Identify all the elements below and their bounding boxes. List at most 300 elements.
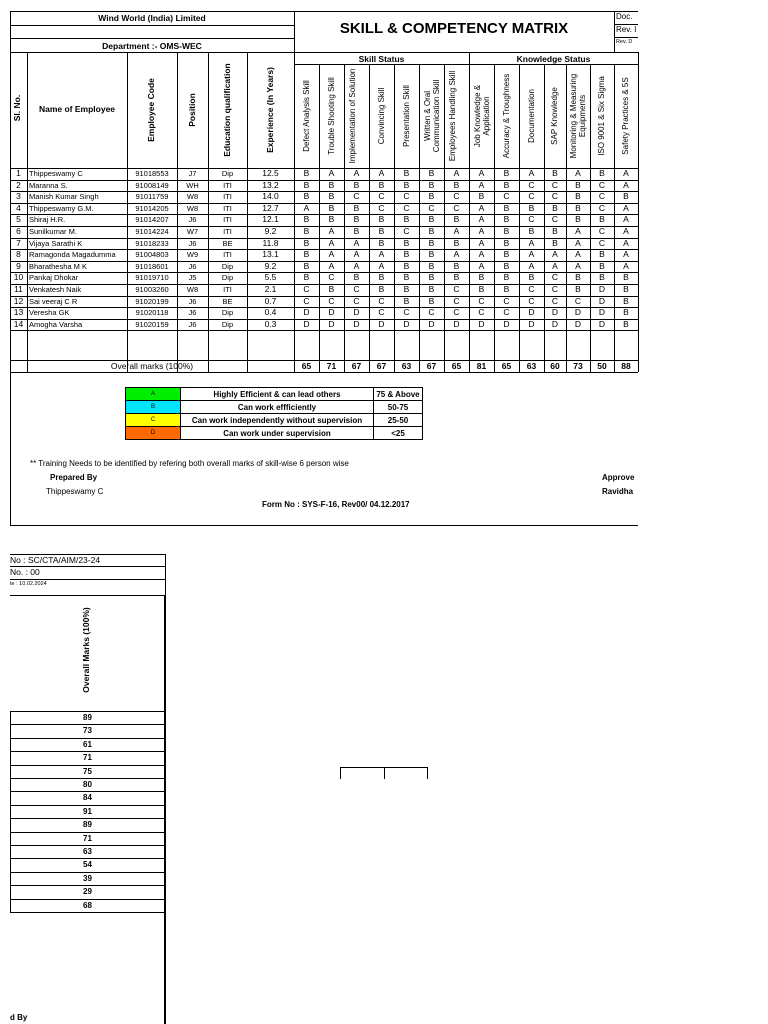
grade-cell: B — [453, 272, 460, 283]
grade-cell: D — [551, 318, 559, 329]
employee-name: Venkatesh Naik — [29, 285, 82, 294]
employee-education: Dip — [221, 319, 234, 329]
grade-cell: A — [378, 168, 385, 178]
grade-cell: A — [353, 237, 360, 248]
grade-cell: B — [378, 214, 385, 225]
sl-no-header: Sl. No. — [12, 94, 22, 122]
grade-cell: A — [623, 226, 629, 236]
grade-cell: C — [528, 191, 535, 202]
grade-cell: D — [353, 318, 360, 329]
legend-row — [126, 427, 423, 440]
grade-legend — [125, 387, 423, 440]
grade-cell: A — [575, 168, 581, 178]
overall-mark-value: 71 — [83, 833, 92, 843]
grade-cell: B — [623, 318, 629, 329]
employee-code: 91014205 — [135, 203, 169, 213]
employee-education: ITI — [223, 250, 232, 260]
criteria-header: Presentation Skill — [401, 85, 411, 147]
grade-cell: D — [598, 295, 606, 306]
grade-cell: C — [453, 202, 460, 213]
grade-cell: C — [303, 284, 310, 294]
overall-mark-value: 54 — [83, 860, 92, 870]
legend-description: Can work under supervision — [181, 427, 374, 440]
prepared-by-label: Prepared By — [50, 473, 98, 482]
grade-cell: B — [428, 260, 435, 271]
employee-name: Sunilkumar M. — [29, 227, 77, 236]
grade-cell: C — [551, 214, 559, 225]
grade-cell: C — [378, 202, 385, 213]
grade-cell: D — [453, 318, 460, 329]
grade-cell: A — [478, 237, 485, 248]
grade-cell: A — [328, 168, 335, 178]
grade-cell: A — [623, 260, 629, 271]
grade-cell: B — [503, 284, 510, 294]
grade-cell: B — [575, 202, 581, 213]
criteria-header: Job Knowledge & Application — [472, 84, 491, 148]
employee-name: Sai veeraj C R — [29, 296, 78, 306]
employee-name: Manish Kumar Singh — [29, 192, 99, 202]
legend-range: 50-75 — [374, 401, 423, 414]
overall-marks-label: Overall marks (100%) — [110, 361, 194, 371]
grade-cell: D — [303, 318, 310, 329]
grade-cell: D — [551, 307, 559, 318]
grade-cell: C — [378, 307, 385, 318]
employee-experience: 12.5 — [262, 168, 279, 178]
grade-cell: C — [598, 191, 606, 202]
grade-cell: A — [623, 249, 629, 260]
grade-cell: B — [378, 272, 385, 283]
grade-cell: D — [574, 318, 582, 329]
overall-mark: 63 — [526, 361, 537, 371]
grade-cell: B — [303, 214, 310, 225]
legend-row — [126, 388, 423, 401]
grade-cell: A — [353, 168, 360, 178]
grade-cell: D — [353, 307, 360, 318]
employee-code: 91014207 — [135, 215, 169, 225]
grade-cell: D — [303, 307, 310, 318]
grade-cell: B — [503, 237, 510, 248]
criteria-header: Documentation — [526, 89, 536, 143]
grade-cell: B — [623, 295, 629, 306]
overall-mark-value: 71 — [83, 753, 92, 763]
criteria-header: Accuracy & Troughness — [501, 73, 511, 159]
grade-cell: A — [378, 249, 385, 260]
grade-cell: B — [353, 226, 360, 236]
approved-by-fragment: d By — [10, 1013, 28, 1022]
grade-cell: B — [428, 179, 435, 190]
employee-code: 91018233 — [135, 238, 169, 248]
employee-position: J6 — [188, 261, 197, 271]
position-header: Position — [186, 93, 197, 127]
grade-cell: B — [403, 168, 410, 178]
grade-cell: B — [575, 284, 581, 294]
grade-cell: D — [528, 307, 535, 318]
grade-cell: D — [328, 318, 335, 329]
grade-cell: C — [598, 202, 606, 213]
overall-mark: 73 — [573, 361, 583, 371]
grade-cell: B — [503, 249, 510, 260]
criteria-header: Trouble Shooting Skill — [326, 77, 336, 155]
grade-cell: B — [478, 272, 485, 283]
overall-mark: 65 — [451, 361, 462, 371]
grade-cell: C — [328, 295, 335, 306]
grade-cell: B — [428, 237, 435, 248]
criteria-header: Defect Analysis Skill — [301, 80, 311, 152]
grade-cell: B — [552, 202, 558, 213]
grade-cell: C — [551, 191, 559, 202]
grade-cell: A — [478, 179, 485, 190]
grade-cell: A — [453, 226, 460, 236]
grade-cell: A — [478, 249, 485, 260]
grade-cell: C — [403, 191, 410, 202]
overall-mark-value: 89 — [83, 820, 92, 830]
employee-experience: 12.7 — [262, 202, 279, 213]
grade-cell: B — [478, 191, 485, 202]
overall-mark: 88 — [621, 361, 631, 371]
employee-position: WH — [186, 180, 199, 190]
row-sl-no: 11 — [14, 284, 23, 294]
grade-cell: B — [453, 260, 460, 271]
grade-cell: A — [575, 226, 581, 236]
employee-code: 91019710 — [135, 273, 169, 283]
grade-cell: D — [598, 284, 606, 294]
grade-cell: B — [428, 284, 435, 294]
department: Department :- OMS-WEC — [102, 41, 202, 51]
grade-cell: B — [378, 284, 385, 294]
overall-mark: 63 — [401, 361, 412, 371]
employee-name: Vijaya Sarathi K — [29, 238, 83, 248]
grade-cell: B — [403, 295, 410, 306]
employee-position: W9 — [186, 250, 199, 260]
grade-cell: B — [353, 272, 360, 283]
employee-position: J6 — [188, 238, 197, 248]
grade-cell: C — [378, 191, 385, 202]
grade-cell: C — [403, 226, 410, 236]
grade-cell: B — [503, 226, 510, 236]
grade-cell: D — [598, 318, 606, 329]
grade-cell: B — [428, 191, 435, 202]
column-divider — [10, 711, 11, 912]
grade-cell: C — [598, 237, 606, 248]
grade-cell: C — [428, 307, 435, 318]
grade-cell: A — [575, 260, 581, 271]
grade-cell: B — [623, 272, 629, 283]
grade-cell: D — [328, 307, 335, 318]
grade-cell: B — [428, 295, 435, 306]
employee-position: J6 — [188, 308, 197, 318]
rev-date: te : 10.02.2024 — [10, 581, 47, 587]
grade-cell: C — [303, 295, 310, 306]
grade-cell: B — [552, 168, 558, 178]
employee-code-header: Employee Code — [146, 78, 156, 142]
employee-education: BE — [222, 238, 233, 248]
rev-number: No. : 00 — [10, 567, 40, 577]
grade-cell: B — [403, 260, 410, 271]
grade-cell: A — [353, 260, 360, 271]
employee-education: ITI — [223, 227, 232, 236]
criteria-header: SAP Knowledge — [550, 87, 559, 145]
overall-mark-value: 39 — [83, 873, 92, 883]
employee-position: W7 — [186, 227, 199, 236]
grade-cell: D — [574, 307, 582, 318]
experience-header: Experience (In Years) — [264, 67, 275, 153]
employee-experience: 13.1 — [262, 249, 279, 260]
grade-cell: C — [378, 295, 385, 306]
grade-cell: C — [478, 307, 485, 318]
overall-mark-value: 61 — [83, 739, 92, 749]
grade-cell: A — [575, 237, 581, 248]
grade-cell: C — [574, 295, 582, 306]
grade-cell: A — [623, 168, 629, 178]
row-sl-no: 3 — [16, 191, 21, 202]
grade-cell: B — [575, 179, 581, 190]
grade-cell: B — [453, 237, 460, 248]
grade-cell: A — [623, 214, 629, 225]
overall-mark: 67 — [426, 361, 437, 371]
criteria-header: Monitoring & Measuring Equipments — [569, 73, 587, 159]
grade-cell: C — [528, 295, 535, 306]
grade-cell: C — [528, 284, 535, 294]
overall-mark-value: 68 — [83, 900, 92, 910]
employee-position: J7 — [188, 169, 197, 178]
grade-cell: B — [303, 249, 310, 260]
criteria-header: Written & Oral Communication Skill — [422, 79, 441, 153]
grade-cell: D — [478, 318, 485, 329]
training-note: ** Training Needs to be identified by refering both overall marks of skill-wise 6 person wise — [30, 459, 349, 468]
grade-cell: A — [353, 249, 360, 260]
employee-code: 91008149 — [135, 180, 169, 190]
overall-marks-header: Overall Marks (100%) — [81, 607, 91, 693]
grade-cell: B — [453, 179, 460, 190]
grade-cell: A — [478, 202, 485, 213]
employee-code: 91011759 — [135, 192, 169, 202]
grade-cell: B — [303, 260, 310, 271]
overall-mark: 60 — [550, 361, 560, 371]
grade-cell: A — [478, 260, 485, 271]
grade-cell: B — [503, 260, 510, 271]
row-sl-no: 4 — [16, 202, 21, 213]
grade-cell: B — [453, 214, 460, 225]
grade-cell: C — [353, 191, 360, 202]
row-sl-no: 13 — [13, 307, 24, 318]
legend-range: <25 — [374, 427, 423, 440]
grade-cell: B — [428, 168, 435, 178]
employee-code: 91018553 — [135, 169, 169, 178]
row-sl-no: 8 — [16, 249, 21, 260]
grade-cell: C — [551, 295, 559, 306]
grade-cell: B — [328, 284, 335, 294]
criteria-header: Employees Handling Skill — [447, 70, 457, 162]
grade-cell: B — [575, 272, 581, 283]
overall-mark: 67 — [376, 361, 387, 371]
grade-cell: C — [328, 272, 335, 283]
grade-cell: C — [453, 191, 460, 202]
employee-name: Shiraj H.R. — [29, 215, 66, 225]
employee-name: Veresha GK — [29, 308, 70, 318]
grade-cell: B — [428, 214, 435, 225]
legend-description: Can work effficiently — [181, 401, 374, 414]
grade-cell: B — [623, 307, 629, 318]
employee-code: 91014224 — [135, 227, 169, 236]
name-header: Name of Employee — [38, 104, 116, 114]
doc-no-label: Doc. — [616, 12, 633, 21]
employee-education: Dip — [221, 261, 234, 271]
legend-range: 25-50 — [374, 414, 423, 427]
row-sl-no: 14 — [13, 318, 24, 329]
employee-experience: 0.7 — [264, 295, 277, 306]
employee-experience: 9.2 — [264, 260, 277, 271]
row-sl-no: 12 — [13, 295, 24, 306]
grade-cell: B — [599, 214, 605, 225]
grade-cell: A — [478, 226, 485, 236]
overall-mark: 81 — [476, 361, 487, 371]
grade-cell: B — [503, 214, 510, 225]
form-number: Form No : SYS-F-16, Rev00/ 04.12.2017 — [262, 500, 410, 509]
grade-cell: A — [575, 249, 581, 260]
employee-position: J6 — [188, 296, 197, 306]
grade-cell: B — [403, 237, 410, 248]
grade-cell: B — [378, 237, 385, 248]
employee-position: W8 — [186, 192, 199, 202]
grade-cell: A — [328, 249, 335, 260]
employee-education: ITI — [223, 215, 232, 225]
grade-cell: C — [453, 307, 460, 318]
approved-label: Approve — [602, 473, 635, 482]
grade-cell: B — [403, 179, 410, 190]
grade-cell: C — [403, 202, 410, 213]
row-sl-no: 2 — [16, 179, 21, 190]
grade-cell: C — [503, 307, 510, 318]
grade-cell: B — [623, 284, 629, 294]
grade-cell: B — [478, 284, 485, 294]
grade-cell: B — [353, 202, 360, 213]
overall-mark: 65 — [301, 361, 312, 371]
grade-cell: D — [378, 318, 385, 329]
legend-grade: C — [126, 414, 181, 427]
rev-date-label: Rev. D — [616, 39, 633, 45]
employee-code: 91004803 — [135, 250, 169, 260]
employee-position: W8 — [186, 285, 199, 294]
grade-cell: C — [598, 179, 606, 190]
grade-cell: B — [403, 272, 410, 283]
grade-cell: A — [328, 226, 335, 236]
grade-cell: B — [528, 226, 535, 236]
grade-cell: B — [378, 226, 385, 236]
criteria-header: Safety Practices & 5S — [621, 77, 630, 155]
row-sl-no: 7 — [16, 237, 21, 248]
grade-cell: C — [403, 307, 410, 318]
employee-position: J6 — [188, 319, 197, 329]
employee-experience: 9.2 — [264, 226, 277, 236]
employee-education: Dip — [221, 169, 234, 178]
employee-name: Thippeswamy G.M. — [29, 203, 94, 213]
row-sl-no: 6 — [16, 226, 21, 236]
grade-cell: B — [353, 214, 360, 225]
employee-experience: 11.8 — [262, 237, 279, 248]
row-sl-no: 9 — [16, 260, 21, 271]
employee-code: 91018601 — [135, 261, 169, 271]
grade-cell: D — [503, 318, 510, 329]
grade-cell: A — [528, 237, 535, 248]
employee-name: Maranna S. — [29, 180, 68, 190]
grade-cell: C — [353, 284, 360, 294]
overall-mark-value: 89 — [83, 713, 92, 722]
grade-cell: B — [528, 202, 535, 213]
grade-cell: C — [528, 214, 535, 225]
grade-cell: B — [328, 202, 335, 213]
grade-cell: A — [552, 260, 558, 271]
grade-cell: B — [428, 226, 435, 236]
overall-mark: 71 — [326, 361, 337, 371]
employee-code: 91003260 — [135, 285, 169, 294]
grade-cell: C — [453, 295, 460, 306]
grade-cell: B — [378, 179, 385, 190]
grade-cell: B — [328, 179, 335, 190]
prepared-by-name: Thippeswamy C — [46, 487, 104, 496]
criteria-header: Convincing Skill — [376, 87, 386, 145]
doc-number: No : SC/CTA/AIM/23-24 — [10, 555, 101, 565]
overall-mark: 67 — [351, 361, 362, 371]
employee-education: ITI — [223, 203, 232, 213]
grade-cell: B — [503, 272, 510, 283]
overall-mark-value: 91 — [83, 806, 92, 816]
grade-cell: D — [403, 318, 410, 329]
page-title: SKILL & COMPETENCY MATRIX — [339, 20, 569, 37]
company-name: Wind World (India) Limited — [98, 13, 206, 23]
grade-cell: A — [478, 168, 485, 178]
grade-cell: A — [528, 168, 535, 178]
legend-range: 75 & Above — [374, 388, 423, 401]
grade-cell: B — [328, 191, 335, 202]
employee-name: Thippeswamy C — [29, 169, 83, 178]
grade-cell: A — [623, 237, 629, 248]
grade-cell: A — [478, 214, 485, 225]
employee-name: Pankaj Dhokar — [29, 273, 79, 283]
employee-education: ITI — [223, 192, 232, 202]
grade-cell: C — [528, 179, 535, 190]
legend-description: Highly Efficient & can lead others — [181, 388, 374, 401]
employee-education: BE — [222, 296, 233, 306]
employee-experience: 5.5 — [264, 272, 277, 283]
overall-mark-value: 73 — [83, 726, 92, 736]
overall-mark-value: 84 — [83, 793, 92, 803]
rev-no-label: Rev. I — [616, 25, 637, 34]
grade-cell: B — [599, 272, 605, 283]
overall-mark: 50 — [597, 361, 607, 371]
grade-cell: A — [378, 260, 385, 271]
legend-grade: D — [126, 427, 181, 440]
employee-code: 91020118 — [135, 308, 169, 318]
grade-cell: A — [528, 249, 535, 260]
grade-cell: C — [551, 284, 559, 294]
employee-position: J5 — [188, 273, 197, 283]
grade-cell: A — [453, 168, 460, 178]
employee-name: Bharathesha M K — [29, 261, 87, 271]
legend-row — [126, 414, 423, 427]
grade-cell: C — [551, 272, 559, 283]
grade-cell: B — [303, 272, 310, 283]
grade-cell: C — [353, 295, 360, 306]
grade-cell: C — [503, 295, 510, 306]
grade-cell: A — [328, 237, 335, 248]
grade-cell: B — [599, 249, 605, 260]
employee-education: ITI — [223, 285, 232, 294]
employee-experience: 0.4 — [264, 307, 277, 318]
employee-experience: 13.2 — [262, 179, 279, 190]
employee-experience: 0.3 — [264, 318, 277, 329]
grade-cell: B — [599, 260, 605, 271]
grade-cell: B — [552, 237, 558, 248]
